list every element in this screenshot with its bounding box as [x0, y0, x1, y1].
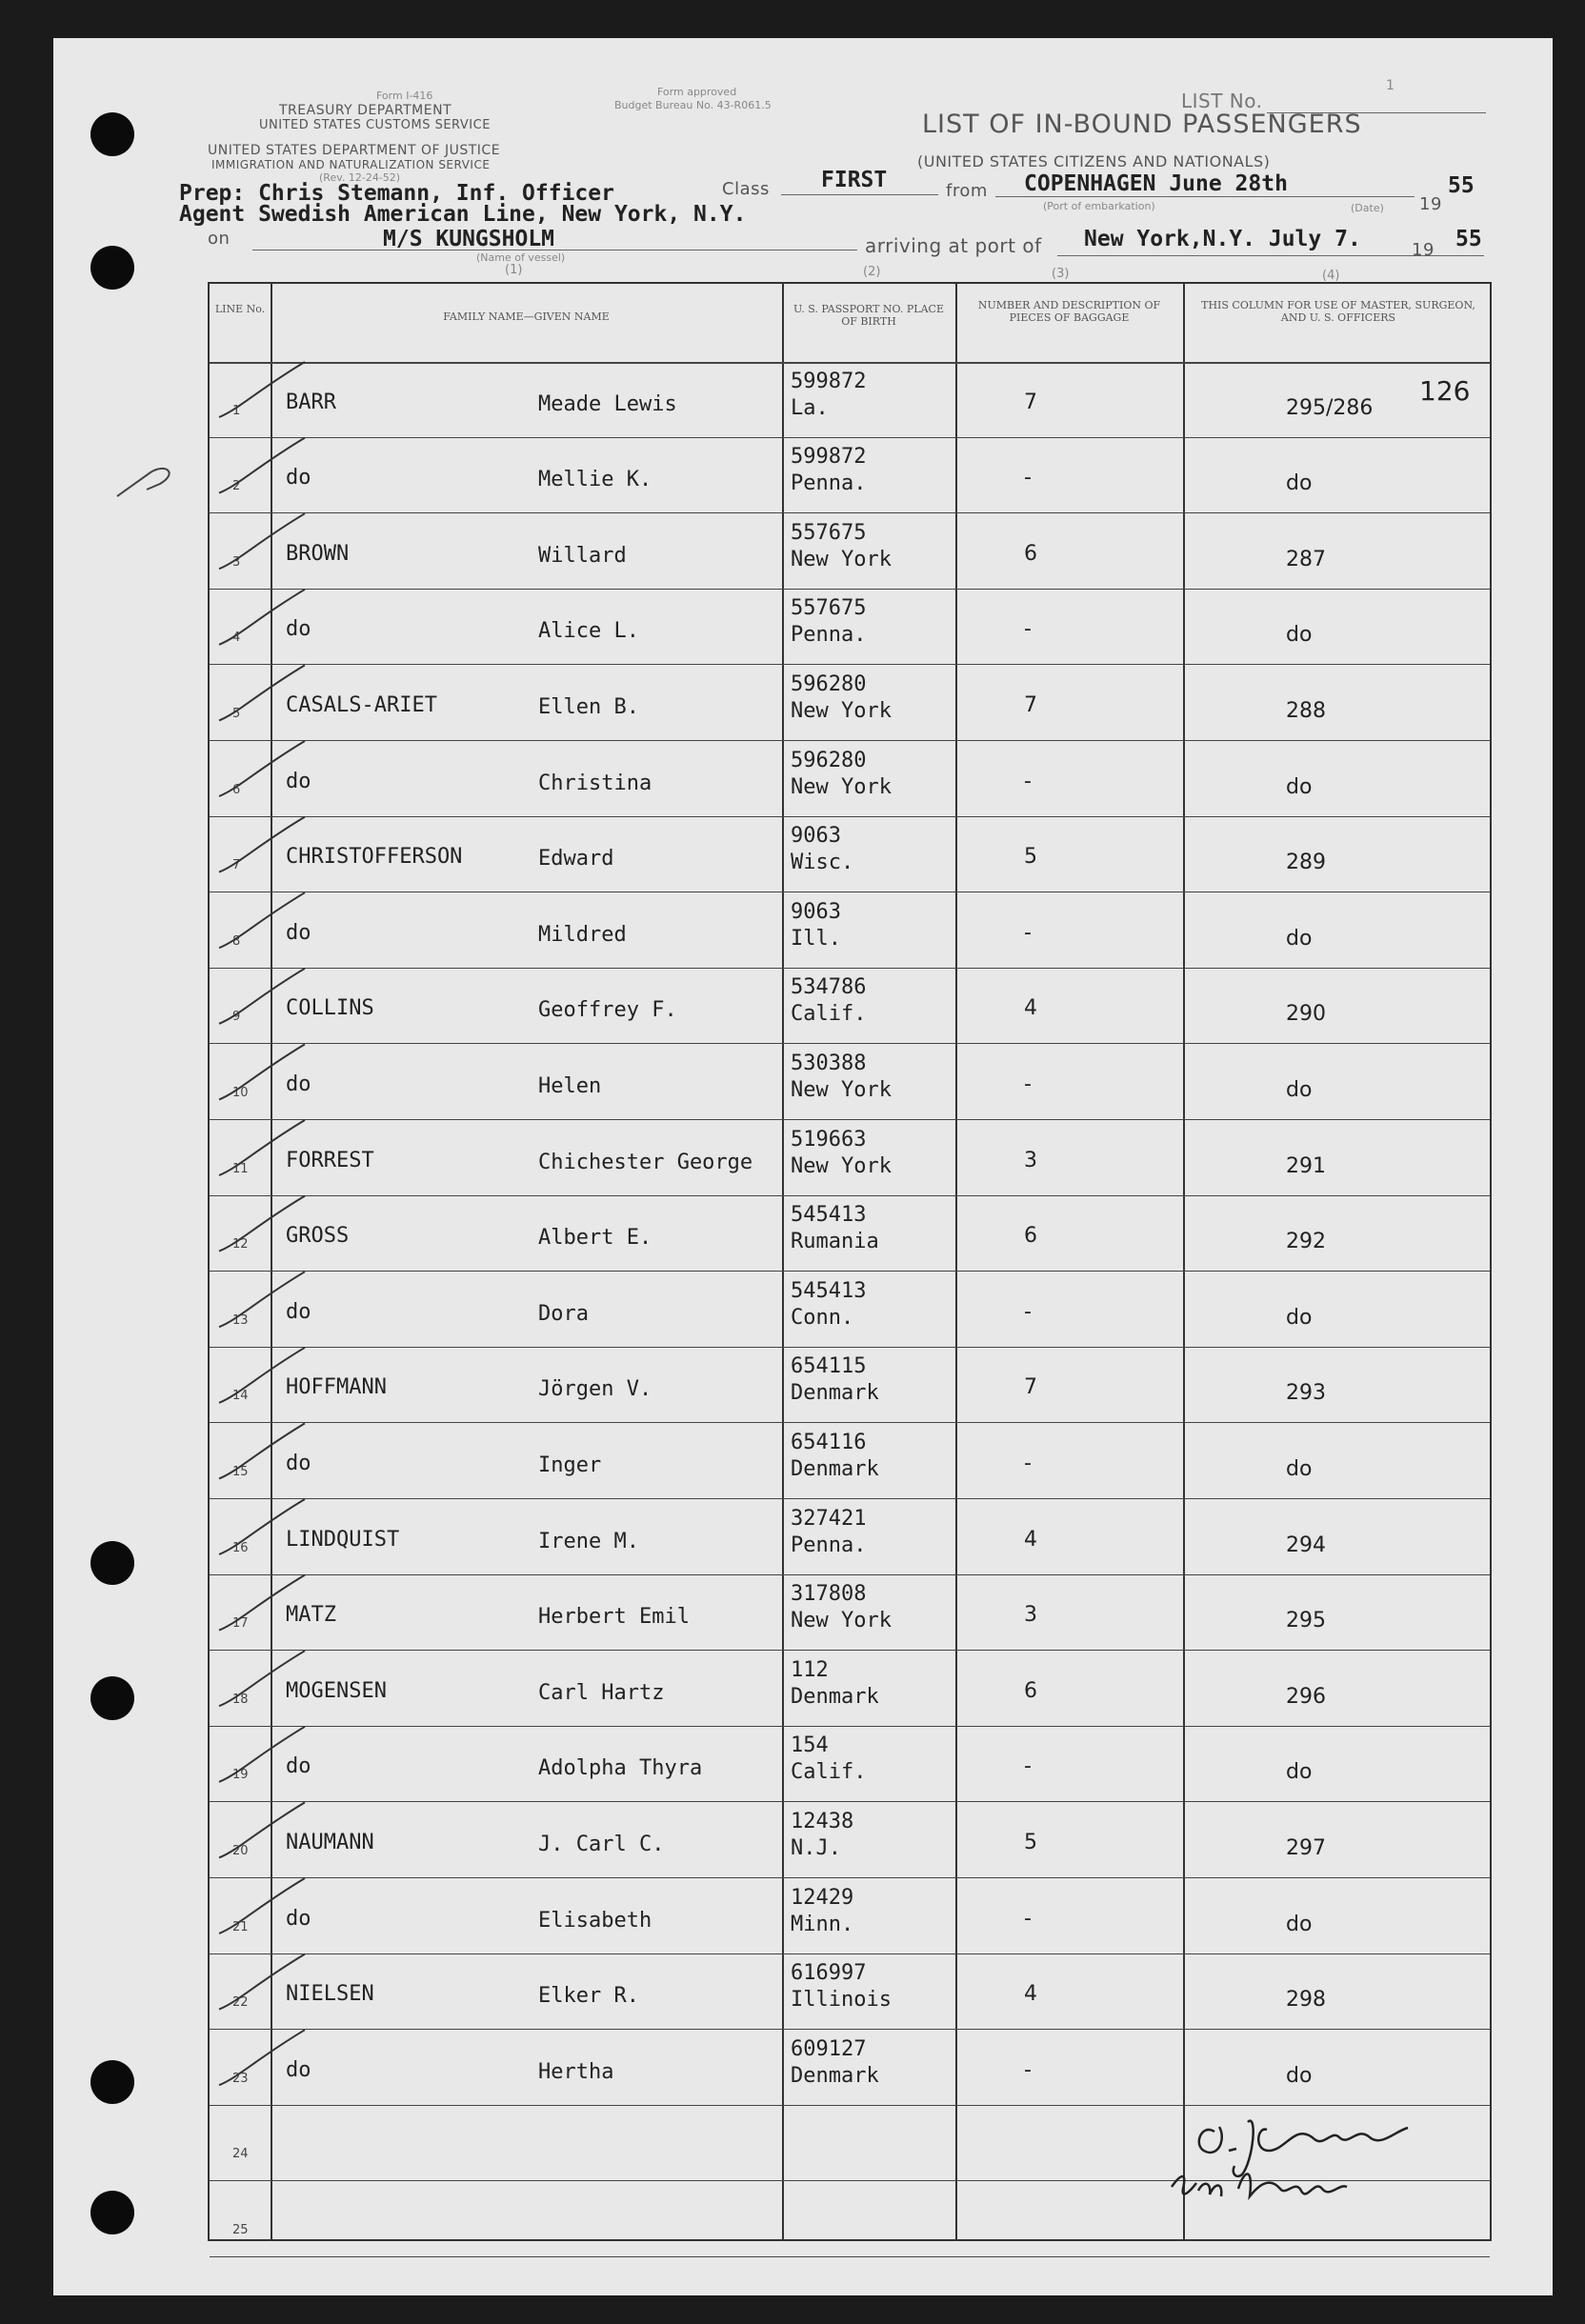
col-header-passport: U. S. PASSPORT NO. PLACE OF BIRTH: [792, 303, 945, 328]
officer-entry: do: [1286, 1760, 1313, 1785]
baggage-count: 6: [1024, 1678, 1037, 1703]
check-mark: [219, 741, 305, 796]
prep-line: Prep: Chris Stemann, Inf. Officer: [179, 181, 614, 206]
family-name: CASALS-ARIET: [286, 692, 437, 717]
officer-entry: 295: [1286, 1609, 1326, 1633]
given-name: Christina: [538, 771, 652, 795]
table-row: [210, 1120, 1490, 1196]
baggage-count: 6: [1024, 1224, 1037, 1249]
year-prefix-2: 19: [1412, 240, 1435, 260]
table-row: [210, 969, 1490, 1045]
passenger-table: [208, 282, 1492, 2241]
officer-entry: 288: [1286, 698, 1326, 723]
family-name: do: [286, 617, 311, 642]
line-number: 1: [232, 403, 241, 418]
table-row: [210, 1878, 1490, 1954]
given-name: Herbert Emil: [538, 1605, 690, 1630]
place-of-birth: Calif.: [791, 1760, 867, 1785]
passport-number: 654116: [791, 1430, 867, 1454]
place-of-birth: New York: [791, 1609, 892, 1633]
officer-entry: 291: [1286, 1153, 1326, 1178]
family-name: do: [286, 1072, 311, 1096]
passport-number: 609127: [791, 2036, 867, 2061]
baggage-count: 7: [1024, 692, 1037, 717]
table-row: [210, 362, 1490, 438]
officer-entry: 290: [1286, 1002, 1326, 1027]
margin-mark: [112, 453, 179, 501]
punch-hole: [90, 2191, 134, 2234]
table-row: [210, 1423, 1490, 1499]
passport-number: 154: [791, 1733, 829, 1758]
check-mark: [219, 590, 305, 645]
document-title: LIST OF IN-BOUND PASSENGERS: [922, 110, 1362, 139]
given-name: Jörgen V.: [538, 1377, 652, 1402]
family-name: COLLINS: [286, 996, 374, 1021]
col-number-4: (4): [1322, 269, 1340, 283]
check-mark: [219, 1044, 305, 1099]
arriving-label: arriving at port of: [865, 234, 1042, 257]
place-of-birth: Ill.: [791, 926, 841, 951]
punch-hole: [90, 1541, 134, 1585]
place-of-birth: Penna.: [791, 623, 867, 648]
line-number: 3: [232, 554, 241, 570]
baggage-count: -: [1024, 1451, 1032, 1475]
passport-number: 599872: [791, 445, 867, 470]
col-number-2: (2): [863, 265, 881, 279]
officer-entry: 295/286: [1286, 395, 1374, 420]
punch-hole: [90, 1676, 134, 1720]
table-row: [210, 438, 1490, 514]
punch-hole: [90, 2060, 134, 2104]
table-row: [210, 817, 1490, 893]
baggage-count: 4: [1024, 1982, 1037, 2007]
line-number: 6: [232, 782, 241, 797]
baggage-count: -: [1024, 769, 1032, 793]
justice-label: UNITED STATES DEPARTMENT OF JUSTICE: [208, 143, 501, 158]
passport-number: 9063: [791, 824, 841, 849]
baggage-count: -: [1024, 1072, 1032, 1096]
place-of-birth: Calif.: [791, 1002, 867, 1027]
from-label: from: [946, 181, 988, 201]
line-number: 12: [232, 1237, 249, 1252]
line-number: 25: [232, 2222, 249, 2237]
check-mark: [219, 438, 305, 493]
class-label: Class: [722, 179, 770, 199]
officer-entry: do: [1286, 2063, 1313, 2088]
given-name: Dora: [538, 1301, 589, 1326]
col-header-name: FAMILY NAME—GIVEN NAME: [443, 311, 610, 323]
family-name: do: [286, 1299, 311, 1324]
passport-number: 596280: [791, 671, 867, 696]
table-row: [210, 892, 1490, 969]
document-subtitle: (UNITED STATES CITIZENS AND NATIONALS): [917, 152, 1271, 170]
check-mark: [219, 1954, 305, 2010]
officer-entry: 297: [1286, 1835, 1326, 1860]
line-number: 13: [232, 1312, 249, 1328]
line-number: 17: [232, 1616, 249, 1632]
officer-entry: 298: [1286, 1988, 1326, 2013]
col-number-1: (1): [505, 263, 523, 277]
check-mark: [219, 1878, 305, 1933]
given-name: Alice L.: [538, 619, 639, 644]
check-mark: [219, 1196, 305, 1252]
line-number: 9: [232, 1010, 241, 1025]
line-number: 18: [232, 1692, 249, 1707]
check-mark: [219, 362, 305, 417]
officer-entry: 289: [1286, 851, 1326, 875]
place-of-birth: La.: [791, 395, 829, 420]
baggage-count: -: [1024, 2057, 1032, 2082]
officer-entry: 293: [1286, 1381, 1326, 1406]
year-value: 55: [1448, 173, 1475, 198]
passport-number: 530388: [791, 1051, 867, 1075]
given-name: Mildred: [538, 922, 627, 947]
family-name: do: [286, 466, 311, 491]
place-of-birth: New York: [791, 698, 892, 723]
baggage-count: -: [1024, 1754, 1032, 1779]
officer-signature: [1162, 2084, 1467, 2227]
given-name: Geoffrey F.: [538, 998, 677, 1023]
punch-hole: [90, 246, 134, 290]
treasury-label: TREASURY DEPARTMENT: [279, 103, 452, 118]
family-name: BROWN: [286, 541, 350, 566]
place-of-birth: New York: [791, 1077, 892, 1102]
check-marks: [210, 343, 314, 2114]
place-of-birth: Conn.: [791, 1305, 854, 1330]
passport-number: 327421: [791, 1506, 867, 1531]
baggage-count: 6: [1024, 541, 1037, 566]
port-caption: (Port of embarkation): [1043, 200, 1155, 212]
line-number: 5: [232, 706, 241, 721]
officer-entry: do: [1286, 1912, 1313, 1936]
place-of-birth: Denmark: [791, 2063, 879, 2088]
check-mark: [219, 1575, 305, 1631]
passport-number: 596280: [791, 748, 867, 772]
passport-number: 12438: [791, 1809, 854, 1833]
table-row: [210, 1348, 1490, 1424]
given-name: Elker R.: [538, 1984, 639, 2009]
vessel-caption: (Name of vessel): [476, 251, 566, 264]
given-name: Elisabeth: [538, 1908, 652, 1933]
check-mark: [219, 1802, 305, 1857]
passport-number: 654115: [791, 1354, 867, 1379]
given-name: Willard: [538, 543, 627, 568]
list-no-label: LIST No.: [1181, 90, 1263, 112]
family-name: BARR: [286, 390, 336, 414]
line-number: 23: [232, 2071, 249, 2086]
place-of-birth: New York: [791, 547, 892, 571]
check-mark: [219, 665, 305, 720]
table-row: [210, 513, 1490, 590]
baggage-count: -: [1024, 466, 1032, 491]
place-of-birth: New York: [791, 774, 892, 799]
family-name: NIELSEN: [286, 1982, 374, 2007]
check-mark: [219, 1423, 305, 1478]
family-name: do: [286, 1451, 311, 1475]
officer-entry: 292: [1286, 1230, 1326, 1254]
line-number: 2: [232, 479, 241, 494]
passport-number: 599872: [791, 369, 867, 393]
baggage-count: 3: [1024, 1148, 1037, 1172]
immigration-label: IMMIGRATION AND NATURALIZATION SERVICE: [211, 158, 491, 171]
arrival-value: New York,N.Y. July 7.: [1084, 227, 1361, 251]
baggage-count: 3: [1024, 1603, 1037, 1628]
line-number: 4: [232, 631, 241, 646]
table-row: [210, 665, 1490, 741]
place-of-birth: Minn.: [791, 1912, 854, 1936]
table-row: [210, 1651, 1490, 1727]
officer-entry: do: [1286, 774, 1313, 799]
family-name: NAUMANN: [286, 1830, 374, 1854]
baggage-count: 7: [1024, 390, 1037, 414]
family-name: do: [286, 769, 311, 793]
line-number: 7: [232, 858, 241, 873]
officer-entry: do: [1286, 471, 1313, 496]
year-value-2: 55: [1455, 227, 1482, 251]
col-header-officers: THIS COLUMN FOR USE OF MASTER, SURGEON, AND U. S. OFFICERS: [1201, 299, 1475, 324]
baggage-count: -: [1024, 617, 1032, 642]
officer-entry: 296: [1286, 1684, 1326, 1709]
family-name: do: [286, 920, 311, 945]
family-name: MOGENSEN: [286, 1678, 387, 1703]
passport-number: 9063: [791, 899, 841, 924]
check-mark: [219, 817, 305, 872]
line-number: 19: [232, 1768, 249, 1783]
passport-number: 519663: [791, 1127, 867, 1152]
family-name: HOFFMANN: [286, 1375, 387, 1400]
given-name: Meade Lewis: [538, 391, 677, 416]
baggage-count: -: [1024, 920, 1032, 945]
passport-number: 557675: [791, 520, 867, 545]
table-row: [210, 1499, 1490, 1575]
line-number: 24: [232, 2147, 249, 2162]
given-name: Edward: [538, 847, 614, 872]
officer-entry: do: [1286, 1456, 1313, 1481]
family-name: LINDQUIST: [286, 1527, 400, 1552]
given-name: Mellie K.: [538, 468, 652, 492]
line-number: 10: [232, 1085, 249, 1100]
passport-number: 557675: [791, 596, 867, 621]
col-number-3: (3): [1052, 267, 1070, 281]
place-of-birth: Wisc.: [791, 851, 854, 875]
table-row: [210, 1954, 1490, 2031]
given-name: Chichester George: [538, 1150, 753, 1174]
officer-entry: do: [1286, 926, 1313, 951]
embarkation-value: COPENHAGEN June 28th: [1024, 171, 1288, 196]
given-name: Carl Hartz: [538, 1680, 665, 1705]
place-of-birth: Denmark: [791, 1456, 879, 1481]
given-name: Helen: [538, 1073, 602, 1098]
family-name: FORREST: [286, 1148, 374, 1172]
on-label: on: [208, 229, 231, 249]
check-mark: [219, 2030, 305, 2085]
date-caption: (Date): [1351, 202, 1384, 214]
family-name: GROSS: [286, 1224, 350, 1249]
given-name: Irene M.: [538, 1529, 639, 1553]
agent-line: Agent Swedish American Line, New York, N.Y.: [179, 202, 747, 227]
check-mark: [219, 1120, 305, 1175]
given-name: J. Carl C.: [538, 1832, 665, 1856]
given-name: Inger: [538, 1452, 602, 1477]
check-mark: [219, 892, 305, 948]
check-mark: [219, 1272, 305, 1327]
place-of-birth: Rumania: [791, 1230, 879, 1254]
line-number: 14: [232, 1389, 249, 1404]
place-of-birth: Penna.: [791, 471, 867, 496]
baggage-count: 5: [1024, 845, 1037, 870]
baggage-count: -: [1024, 1906, 1032, 1931]
list-no-value: 1: [1386, 78, 1394, 93]
punch-hole: [90, 112, 134, 156]
table-row: [210, 1802, 1490, 1878]
col-header-baggage: NUMBER AND DESCRIPTION OF PIECES OF BAGGAGE: [977, 299, 1161, 324]
place-of-birth: Penna.: [791, 1533, 867, 1557]
passport-number: 534786: [791, 975, 867, 1000]
check-mark: [219, 1348, 305, 1403]
passport-number: 317808: [791, 1582, 867, 1607]
officer-entry: do: [1286, 1077, 1313, 1102]
table-row: [210, 590, 1490, 666]
check-mark: [219, 1727, 305, 1782]
table-row: [210, 1272, 1490, 1348]
passport-number: 616997: [791, 1961, 867, 1986]
baggage-count: 4: [1024, 1527, 1037, 1552]
officer-entry: do: [1286, 1305, 1313, 1330]
family-name: do: [286, 1906, 311, 1931]
place-of-birth: Denmark: [791, 1381, 879, 1406]
officer-entry: do: [1286, 623, 1313, 648]
table-row: [210, 1727, 1490, 1803]
baggage-count: -: [1024, 1299, 1032, 1324]
passport-number: 545413: [791, 1278, 867, 1303]
year-prefix: 19: [1419, 194, 1442, 214]
line-number: 11: [232, 1161, 249, 1176]
table-row: [210, 1044, 1490, 1120]
passport-number: 545413: [791, 1203, 867, 1228]
given-name: Albert E.: [538, 1226, 652, 1251]
vessel-name: M/S KUNGSHOLM: [383, 227, 555, 251]
baggage-count: 5: [1024, 1830, 1037, 1854]
given-name: Adolpha Thyra: [538, 1756, 703, 1781]
baggage-count: 7: [1024, 1375, 1037, 1400]
class-value: FIRST: [821, 168, 888, 192]
line-number: 21: [232, 1919, 249, 1934]
table-row: [210, 1575, 1490, 1652]
place-of-birth: New York: [791, 1153, 892, 1178]
place-of-birth: N.J.: [791, 1835, 841, 1860]
officer-entry: 294: [1286, 1533, 1326, 1557]
budget-bureau: Budget Bureau No. 43-R061.5: [614, 99, 772, 111]
place-of-birth: Denmark: [791, 1684, 879, 1709]
check-mark: [219, 1651, 305, 1706]
table-row: [210, 741, 1490, 817]
family-name: do: [286, 2057, 311, 2082]
line-number: 16: [232, 1540, 249, 1555]
budget-approval: Form approved: [657, 86, 737, 98]
customs-label: UNITED STATES CUSTOMS SERVICE: [259, 118, 491, 132]
officer-entry: 287: [1286, 547, 1326, 571]
passport-number: 12429: [791, 1885, 854, 1910]
line-number: 8: [232, 933, 241, 949]
family-name: do: [286, 1754, 311, 1779]
check-mark: [219, 513, 305, 569]
given-name: Hertha: [538, 2059, 614, 2084]
check-mark: [219, 969, 305, 1024]
passport-number: 112: [791, 1657, 829, 1682]
family-name: MATZ: [286, 1603, 336, 1628]
col-header-line-no: LINE No.: [214, 303, 266, 315]
table-row: [210, 1196, 1490, 1272]
family-name: CHRISTOFFERSON: [286, 845, 463, 870]
given-name: Ellen B.: [538, 694, 639, 719]
form-number: Form I-416: [376, 90, 433, 102]
revision-label: (Rev. 12-24-52): [319, 171, 401, 184]
baggage-count: 4: [1024, 996, 1037, 1021]
page-number: 126: [1419, 375, 1471, 407]
check-mark: [219, 1499, 305, 1554]
place-of-birth: Illinois: [791, 1988, 892, 2013]
line-number: 15: [232, 1464, 249, 1479]
line-number: 22: [232, 1995, 249, 2011]
line-number: 20: [232, 1843, 249, 1858]
